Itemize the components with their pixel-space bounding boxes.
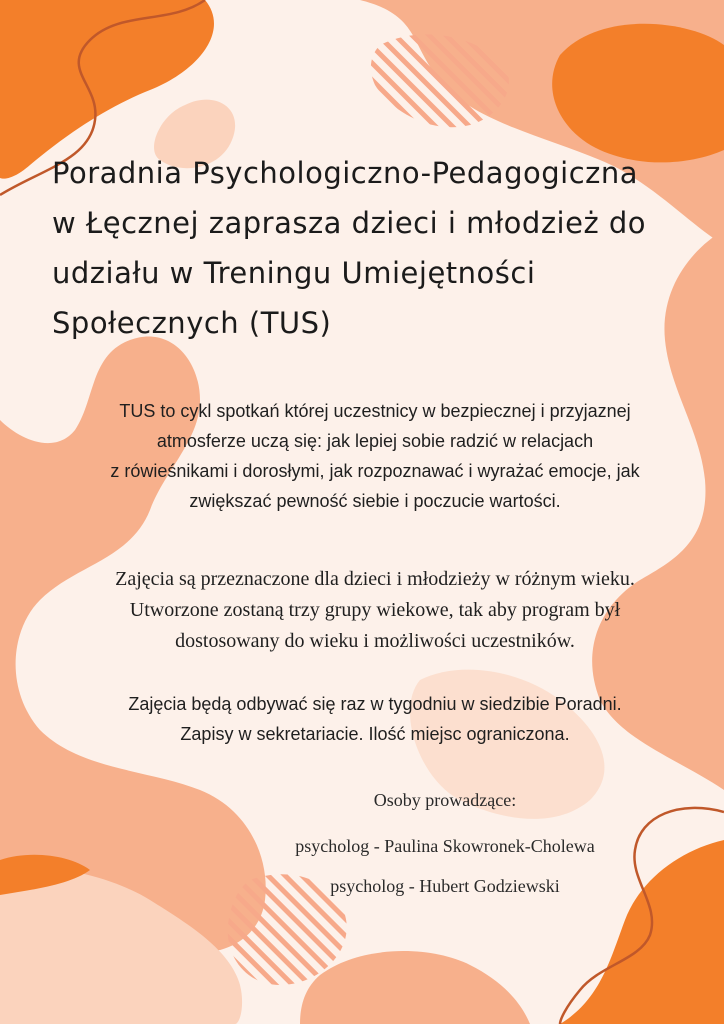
paragraph-line: Utworzone zostaną trzy grupy wiekowe, tak aby program był <box>129 599 621 621</box>
leader-2 <box>250 876 640 897</box>
leader-1-text: psycholog - Paulina Skowronek-Cholewa <box>295 836 595 856</box>
paragraph-line: Zapisy w sekretariacie. Ilość miejsc ograniczona. <box>180 724 570 744</box>
paragraph-line: Zajęcia będą odbywać się raz w tygodniu w siedzibie Poradni. <box>128 694 622 714</box>
paragraph-line: TUS to cykl spotkań której uczestnicy w bezpiecznej i przyjaznej <box>119 401 631 421</box>
leader-2-text: psycholog - Hubert Godziewski <box>330 876 560 896</box>
paragraph-intro <box>30 396 720 516</box>
paragraph-line: Zajęcia są przeznaczone dla dzieci i młodzieży w różnym wieku. <box>115 568 635 590</box>
blob-bottom-center <box>300 951 530 1024</box>
leaders-heading <box>250 790 640 811</box>
paragraph-line: z rówieśnikami i dorosłymi, jak rozpoznawać i wyrażać emocje, jak <box>110 461 640 481</box>
title-line: udziału w Treningu Umiejętności <box>52 256 536 290</box>
paragraph-line: dostosowany do wieku i możliwości uczestników. <box>175 630 575 652</box>
title-line: w Łęcznej zaprasza dzieci i młodzież do <box>52 206 647 240</box>
title-line: Poradnia Psychologiczno-Pedagogiczna <box>52 156 639 190</box>
paragraph-groups <box>30 564 720 657</box>
page-title <box>52 148 712 348</box>
leaders-heading-text: Osoby prowadzące: <box>373 790 517 810</box>
paragraph-line: atmosferze uczą się: jak lepiej sobie radzić w relacjach <box>156 431 594 451</box>
paragraph-schedule <box>30 689 720 749</box>
title-line: Społecznych (TUS) <box>52 306 332 340</box>
blob-bottom-right <box>560 840 724 1024</box>
leader-1 <box>250 836 640 857</box>
paragraph-line: zwiększać pewność siebie i poczucie wartości. <box>189 491 561 511</box>
